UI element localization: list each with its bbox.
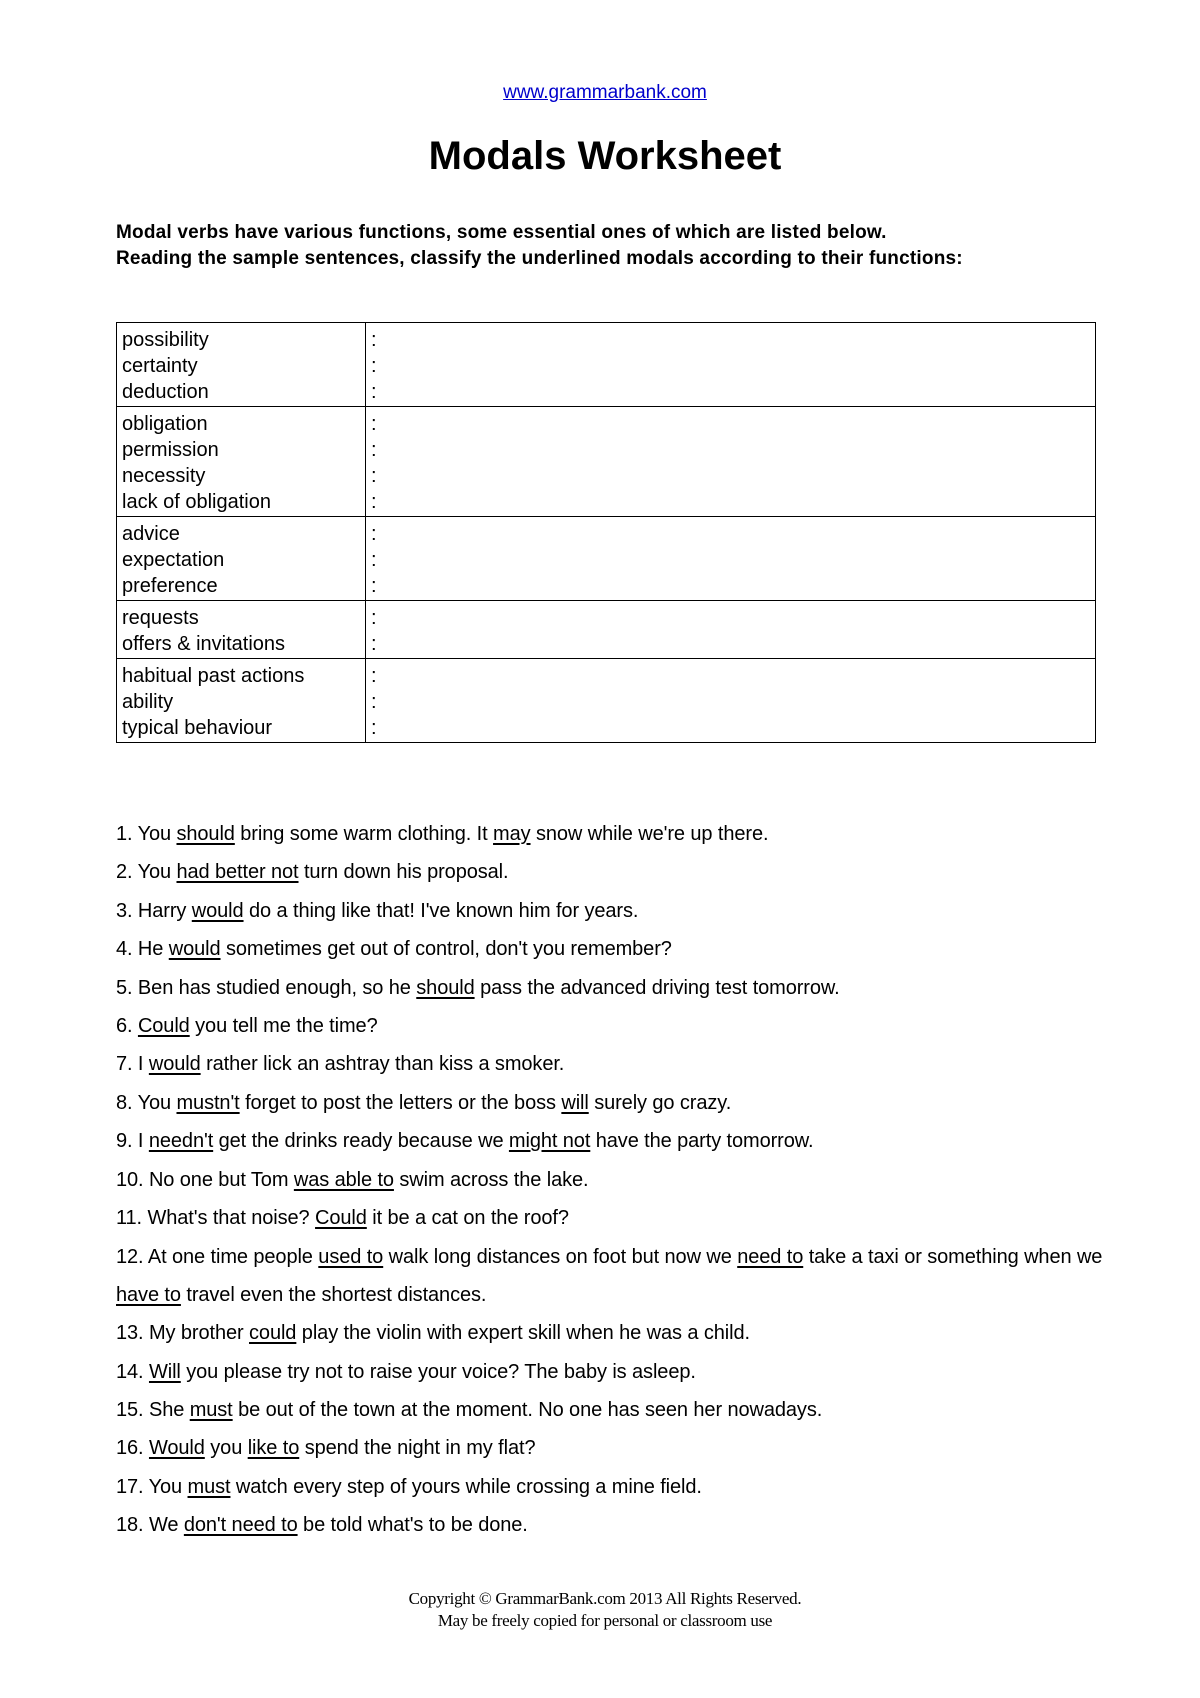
exercise-sentence [116, 1129, 1116, 1154]
sentence-text: be out of the town at the moment. No one has seen her nowadays. [232, 1398, 823, 1421]
function-label: obligation [122, 413, 208, 435]
function-label: certainty [122, 355, 198, 377]
sentence-text: 10. No one but Tom [116, 1168, 294, 1191]
exercise-sentence [116, 1014, 1116, 1039]
sentence-text: 14. [116, 1360, 149, 1383]
exercise-sentence [116, 976, 1116, 1001]
sentence-text: 16. [116, 1437, 149, 1460]
sentence-text: sometimes get out of control, don't you remember? [220, 938, 672, 961]
exercise-sentence [116, 860, 1116, 885]
underlined-modal: should [416, 976, 475, 999]
sentence-text: 12. At one time people [116, 1245, 319, 1268]
underlined-modal: Could [315, 1206, 367, 1229]
answer-colon: : [371, 465, 377, 487]
exercise-sentence [116, 1091, 1116, 1116]
sentence-text: surely go crazy. [588, 1091, 732, 1114]
sentence-text: swim across the lake. [393, 1168, 589, 1191]
exercise-list [116, 822, 1116, 1551]
answer-colon: : [371, 575, 377, 597]
function-labels-cell [117, 323, 366, 407]
answer-colon: : [371, 607, 377, 629]
answer-cell [366, 659, 1096, 743]
answer-cell [366, 517, 1096, 601]
exercise-sentence [116, 822, 1116, 847]
answer-colon: : [371, 491, 377, 513]
answer-colon: : [371, 691, 377, 713]
underlined-modal: have to [116, 1284, 181, 1307]
sentence-text: it be a cat on the roof? [366, 1206, 569, 1229]
sentence-text: 2. You [116, 861, 177, 884]
site-link-container [0, 82, 1200, 104]
sentence-text: bring some warm clothing. It [234, 823, 494, 845]
sentence-text: pass the advanced driving test tomorrow. [474, 976, 840, 999]
exercise-sentence [116, 1475, 1116, 1500]
function-group-row [117, 659, 1096, 743]
answer-colon: : [371, 381, 377, 403]
sentence-text: 15. She [116, 1398, 190, 1421]
function-group-row [117, 601, 1096, 659]
sentence-text: snow while we're up there. [530, 823, 769, 845]
instructions-line-1: Modal verbs have various functions, some essential ones of which are listed below. [116, 222, 887, 243]
answer-colon: : [371, 549, 377, 571]
sentence-text: 9. I [116, 1130, 149, 1153]
exercise-sentence [116, 1398, 1116, 1423]
function-label: preference [122, 575, 218, 597]
sentence-text: rather lick an ashtray than kiss a smoker. [200, 1053, 565, 1076]
sentence-text: 8. You [116, 1091, 177, 1114]
sentence-text: be told what's to be done. [297, 1514, 528, 1537]
answer-cell [366, 407, 1096, 517]
function-label: expectation [122, 549, 225, 571]
underlined-modal: would [148, 1053, 201, 1076]
exercise-sentence [116, 1321, 1116, 1346]
page-title: Modals Worksheet [428, 134, 782, 178]
instructions-line-2: Reading the sample sentences, classify the underlined modals according to their functions: [116, 248, 963, 269]
instructions [116, 220, 963, 272]
function-label: requests [122, 607, 199, 629]
sentence-text: 6. [116, 1014, 138, 1037]
sentence-text: 17. You [116, 1475, 188, 1498]
underlined-modal: Will [148, 1360, 181, 1383]
underlined-modal: would [168, 938, 221, 961]
answer-colon: : [371, 633, 377, 655]
answer-colon: : [371, 355, 377, 377]
exercise-sentence [116, 1052, 1116, 1077]
sentence-text: 11. What's that noise? [116, 1206, 316, 1229]
sentence-text: 18. We [116, 1514, 184, 1537]
sentence-text: you please try not to raise your voice? The baby is asleep. [180, 1360, 696, 1383]
exercise-sentence [116, 1360, 1116, 1385]
underlined-modal: must [187, 1475, 231, 1498]
underlined-modal: mustn't [176, 1091, 240, 1114]
underlined-modal: must [189, 1398, 233, 1421]
exercise-sentence [116, 1206, 1116, 1231]
function-label: advice [122, 523, 180, 545]
exercise-sentence [116, 1436, 1116, 1461]
sentence-text: 5. Ben has studied enough, so he [116, 976, 417, 999]
function-labels-cell [117, 517, 366, 601]
function-labels-cell [117, 407, 366, 517]
answer-colon: : [371, 523, 377, 545]
underlined-modal: had better not [176, 861, 299, 884]
function-label: ability [122, 691, 174, 713]
answer-colon: : [371, 665, 377, 687]
function-labels-cell [117, 659, 366, 743]
sentence-text: 4. He [116, 938, 169, 961]
usage-notice: May be freely copied for personal or classroom use [437, 1611, 773, 1630]
sentence-text: take a taxi or something when we [803, 1245, 1103, 1268]
sentence-text: get the drinks ready because we [213, 1130, 509, 1153]
underlined-modal: needn't [148, 1130, 214, 1153]
function-label: lack of obligation [122, 491, 271, 513]
sentence-text: you [204, 1437, 248, 1460]
answer-colon: : [371, 329, 377, 351]
function-label: typical behaviour [122, 717, 273, 739]
exercise-sentence [116, 1168, 1116, 1193]
copyright-notice: Copyright © GrammarBank.com 2013 All Rights Reserved. [408, 1589, 802, 1608]
underlined-modal: should [176, 823, 235, 845]
exercise-sentence [116, 1513, 1116, 1538]
sentence-text: watch every step of yours while crossing a mine field. [230, 1475, 702, 1498]
underlined-modal: like to [247, 1437, 300, 1460]
underlined-modal: could [249, 1322, 297, 1345]
function-group-row [117, 323, 1096, 407]
sentence-text: forget to post the letters or the boss [239, 1091, 562, 1114]
function-label: offers & invitations [122, 633, 286, 655]
underlined-modal: was able to [293, 1168, 394, 1191]
answer-colon: : [371, 439, 377, 461]
function-label: permission [122, 439, 219, 461]
exercise-sentence [116, 1238, 1116, 1315]
function-label: habitual past actions [122, 665, 305, 687]
underlined-modal: Would [148, 1437, 205, 1460]
sentence-text: 7. I [116, 1053, 149, 1076]
answer-colon: : [371, 717, 377, 739]
function-label: necessity [122, 465, 206, 487]
underlined-modal: might not [508, 1130, 591, 1153]
underlined-modal: will [561, 1091, 589, 1114]
sentence-text: you tell me the time? [189, 1014, 378, 1037]
sentence-text: 13. My brother [116, 1322, 250, 1345]
sentence-text: 3. Harry [116, 899, 192, 922]
function-label: deduction [122, 381, 209, 403]
sentence-text: spend the night in my flat? [299, 1437, 536, 1460]
exercise-sentence [116, 937, 1116, 962]
underlined-modal: would [191, 899, 244, 922]
answer-cell [366, 601, 1096, 659]
footer [0, 1588, 1200, 1632]
underlined-modal: don't need to [183, 1514, 298, 1537]
sentence-text: turn down his proposal. [298, 861, 509, 884]
underlined-modal: need to [737, 1245, 804, 1268]
function-labels-cell [117, 601, 366, 659]
function-table [116, 322, 1096, 743]
underlined-modal: used to [318, 1245, 384, 1268]
sentence-text: do a thing like that! I've known him for years. [243, 899, 639, 922]
function-group-row [117, 407, 1096, 517]
underlined-modal: Could [137, 1014, 190, 1037]
sentence-text: 1. You [116, 823, 177, 845]
answer-cell [366, 323, 1096, 407]
sentence-text: travel even the shortest distances. [180, 1284, 487, 1307]
function-group-row [117, 517, 1096, 601]
sentence-text: walk long distances on foot but now we [383, 1245, 738, 1268]
function-label: possibility [122, 329, 209, 351]
site-url-link[interactable]: www.grammarbank.com [503, 82, 707, 103]
sentence-text: play the violin with expert skill when he was a child. [296, 1322, 750, 1345]
exercise-sentence [116, 899, 1116, 924]
answer-colon: : [371, 413, 377, 435]
underlined-modal: may [493, 823, 531, 845]
sentence-text: have the party tomorrow. [590, 1130, 814, 1153]
